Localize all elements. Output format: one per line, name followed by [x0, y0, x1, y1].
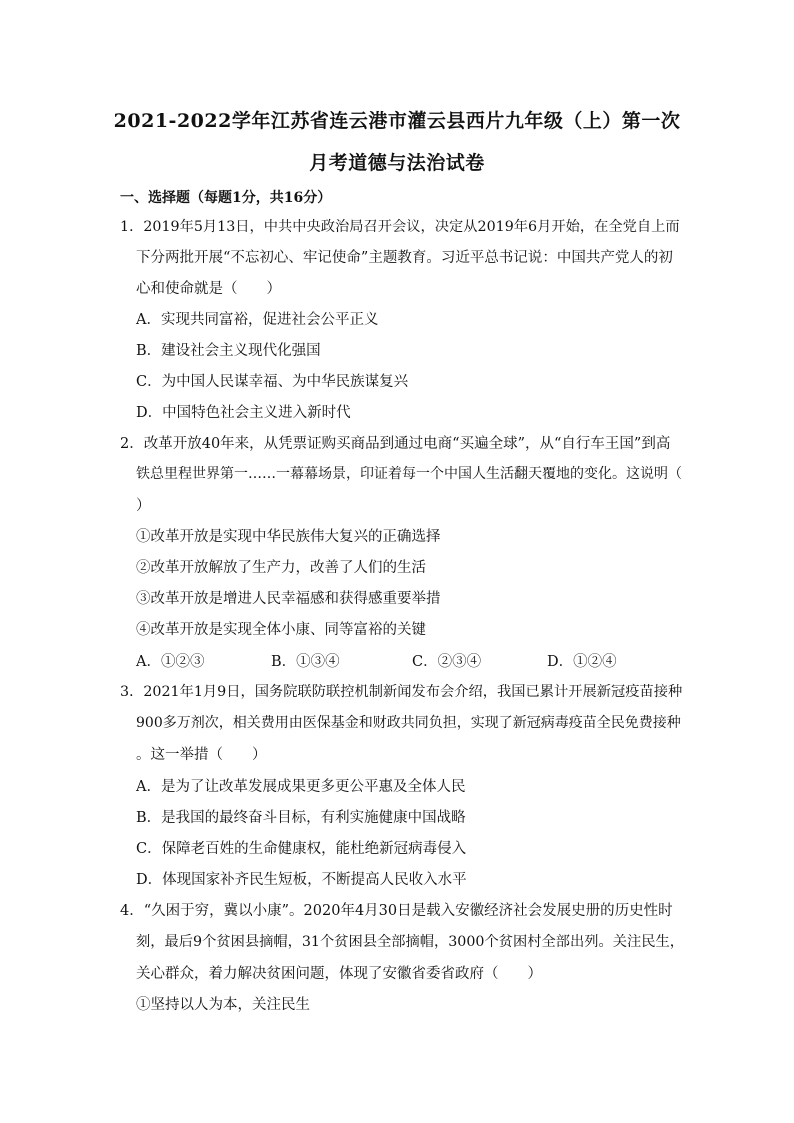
section-heading: 一、选择题（每题1分，共16分） — [120, 190, 332, 206]
question-3-option-b: B．是我国的最终奋斗目标，有利实施健康中国战略 — [136, 810, 466, 826]
question-2-statement-2: ②改革开放解放了生产力，改善了人们的生活 — [136, 560, 426, 576]
question-4-stem-line-2: 刻，最后9个贫困县摘帽，31个贫困县全部摘帽，3000个贫困村全部出列。关注民生， — [136, 934, 684, 950]
question-2-statement-3: ③改革开放是增进人民幸福感和获得感重要举措 — [136, 591, 441, 607]
question-4-stem-line-1: 4．“久困于穷，冀以小康”。2020年4月30日是载入安徽经济社会发展史册的历史性时 — [120, 903, 673, 919]
question-3-stem-line-1: 3．2021年1月9日，国务院联防联控机制新闻发布会介绍，我国已累计开展新冠疫苗接种 — [120, 684, 683, 700]
exam-title-line-1: 2021-2022学年江苏省连云港市灌云县西片九年级（上）第一次 — [113, 110, 681, 132]
question-4-stem-line-3: 关心群众，着力解决贫困问题，体现了安徽省委省政府（ ） — [136, 966, 542, 982]
question-2-stem-line-2: 铁总里程世界第一……一幕幕场景，印证着每一个中国人生活翻天覆地的变化。这说明（ — [136, 466, 682, 482]
question-2-statement-4: ④改革开放是实现全体小康、同等富裕的关键 — [136, 622, 426, 638]
exam-title-line-2: 月考道德与法治试卷 — [309, 152, 485, 174]
question-4-statement-1: ①坚持以人为本，关注民生 — [136, 997, 310, 1013]
question-3-stem-line-2: 900多万剂次，相关费用由医保基金和财政共同负担，实现了新冠病毒疫苗全民免费接种 — [136, 715, 681, 731]
question-2-stem-line-1: 2．改革开放40年来，从凭票证购买商品到通过电商“买遍全球”，从“自行车王国”到高 — [120, 436, 671, 452]
question-1-stem-line-3: 心和使命就是（ ） — [136, 281, 281, 297]
question-2-stem-line-3: ） — [136, 498, 151, 514]
question-2-option-b: B．①③④ — [271, 654, 340, 670]
question-1-stem-line-2: 下分两批开展“不忘初心、牢记使命”主题教育。习近平总书记说：中国共产党人的初 — [136, 250, 673, 266]
question-3-option-c: C．保障老百姓的生命健康权，能杜绝新冠病毒侵入 — [136, 841, 467, 857]
question-1-option-d: D．中国特色社会主义进入新时代 — [136, 405, 351, 421]
question-1-option-b: B．建设社会主义现代化强国 — [136, 343, 321, 359]
question-3-stem-line-3: 。这一举措（ ） — [136, 747, 267, 763]
question-3-option-a: A．是为了让改革发展成果更多更公平惠及全体人民 — [136, 779, 466, 795]
question-2-statement-1: ①改革开放是实现中华民族伟大复兴的正确选择 — [136, 529, 441, 545]
question-2-option-d: D．①②④ — [547, 654, 617, 670]
question-1-stem-line-1: 1．2019年5月13日，中共中央政治局召开会议，决定从2019年6月开始，在全党自上而 — [120, 219, 680, 235]
question-2-option-a: A．①②③ — [136, 654, 205, 670]
question-3-option-d: D．体现国家补齐民生短板，不断提高人民收入水平 — [136, 872, 467, 888]
question-1-option-c: C．为中国人民谋幸福、为中华民族谋复兴 — [136, 374, 409, 390]
question-1-option-a: A．实现共同富裕，促进社会公平正义 — [136, 312, 379, 328]
question-2-option-c: C．②③④ — [412, 654, 482, 670]
